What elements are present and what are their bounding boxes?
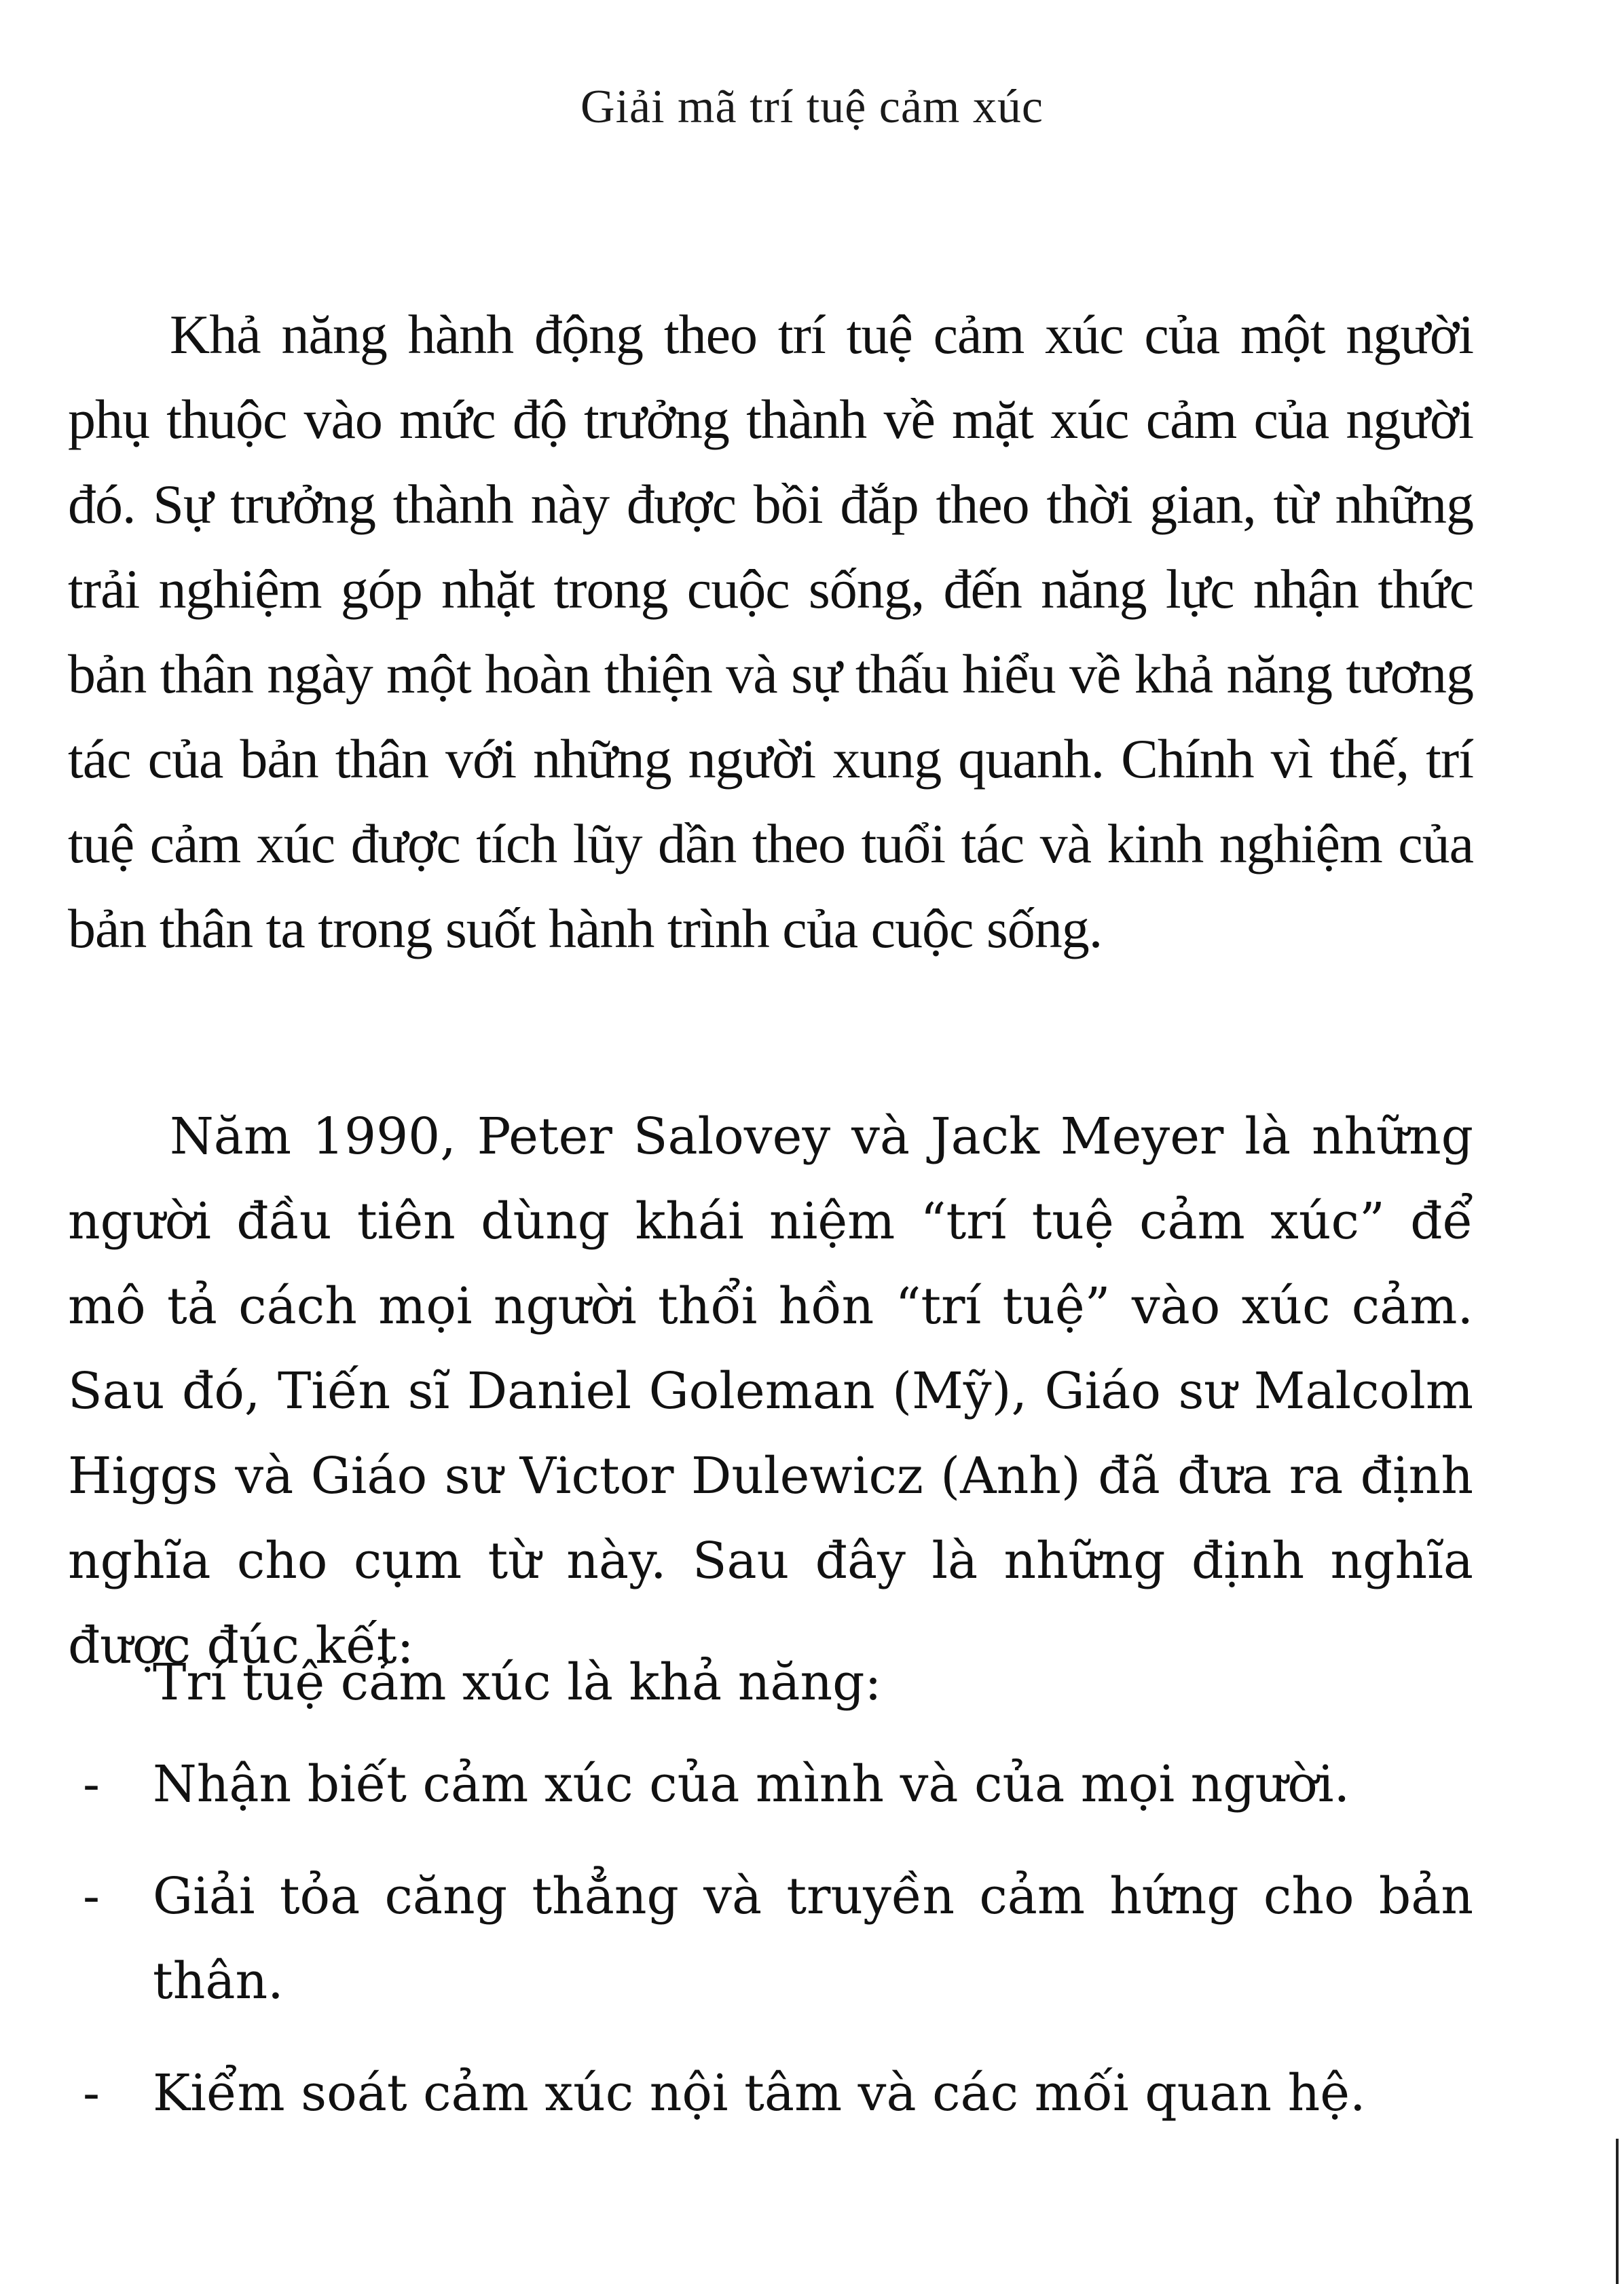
running-header: Giải mã trí tuệ cảm xúc bbox=[580, 81, 1044, 133]
list-item bbox=[68, 1854, 1473, 2024]
bullet-dash: - bbox=[83, 1755, 100, 1813]
paragraph-2: Năm 1990, Peter Salovey và Jack Meyer là những người đầu tiên dùng khái niệm “trí tuệ cảm xúc” để mô tả cách mọi người thổi hồn “trí tuệ” vào xúc cảm. Sau đó, Tiến sĩ Daniel Goleman (Mỹ), Giáo sư Malcolm Higgs và Giáo sư Victor Dulewicz (Anh) đã đưa ra định nghĩa cho cụm từ này. Sau đây là những định nghĩa được đúc kết: bbox=[68, 1107, 1473, 1675]
definition-lead: Trí tuệ cảm xúc là khả năng: bbox=[153, 1653, 882, 1712]
page-edge-shadow bbox=[1616, 2139, 1619, 2284]
definition-list bbox=[68, 1742, 1473, 2163]
list-item bbox=[68, 2051, 1473, 2136]
list-item-text: Kiểm soát cảm xúc nội tâm và các mối quan hệ. bbox=[153, 2064, 1366, 2122]
paragraph-1: Khả năng hành động theo trí tuệ cảm xúc của một người phụ thuộc vào mức độ trưởng thành về mặt xúc cảm của người đó. Sự trưởng thành này được bồi đắp theo thời gian, từ những trải nghiệm góp nhặt trong cuộc sống, đến năng lực nhận thức bản thân ngày một hoàn thiện và sự thấu hiểu về khả năng tương tác của bản thân với những người xung quanh. Chính vì thế, trí tuệ cảm xúc được tích lũy dần theo tuổi tác và kinh nghiệm của bản thân ta trong suốt hành trình của cuộc sống. bbox=[68, 303, 1473, 959]
bullet-dash: - bbox=[83, 2064, 100, 2122]
list-item-text: Giải tỏa căng thẳng và truyền cảm hứng cho bản thân. bbox=[153, 1867, 1473, 2010]
list-item bbox=[68, 1742, 1473, 1827]
bullet-dash: - bbox=[83, 1867, 100, 1926]
list-item-text: Nhận biết cảm xúc của mình và của mọi người. bbox=[153, 1755, 1350, 1813]
